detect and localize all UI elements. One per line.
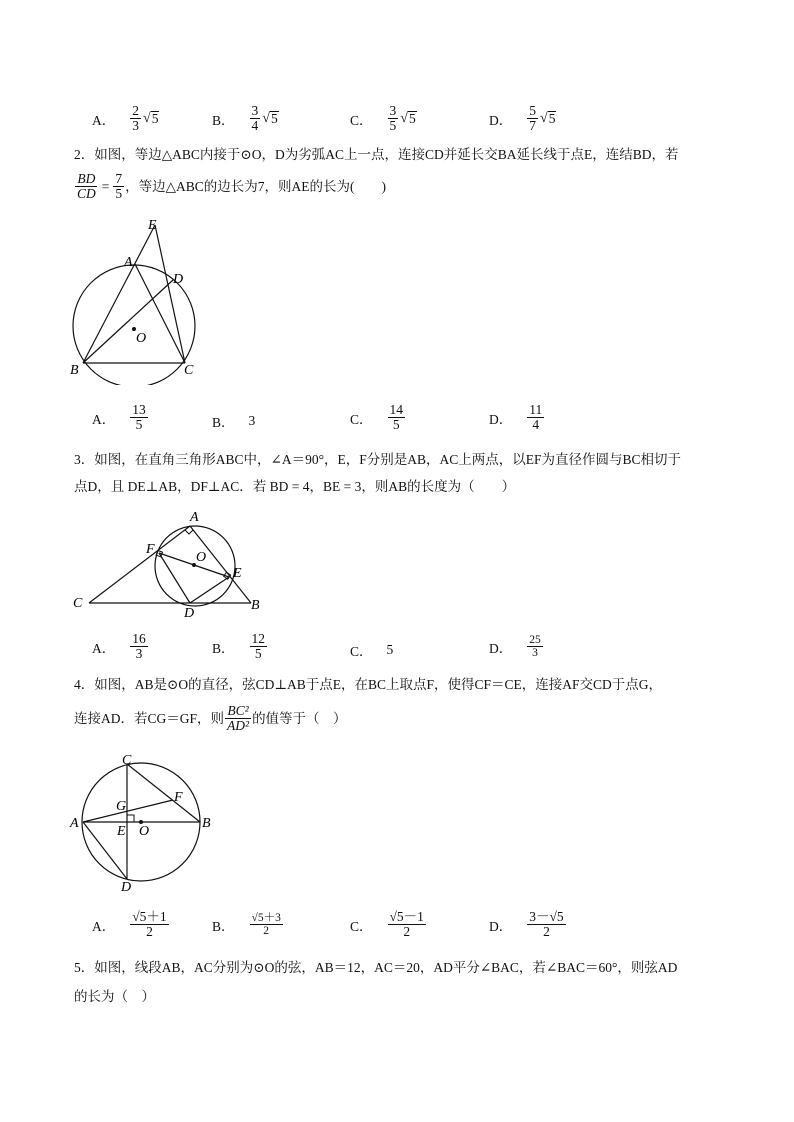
fraction: $\frac{√5-1}{2}$ bbox=[389, 909, 424, 940]
fraction: $\frac{12}{5}$ bbox=[251, 631, 266, 662]
fraction: $\frac{14}{5}$ bbox=[389, 402, 404, 433]
label-o: O bbox=[136, 331, 147, 346]
option-label: B． bbox=[212, 112, 235, 128]
q3-option-c[interactable] bbox=[350, 640, 393, 660]
label-c: C bbox=[122, 753, 132, 768]
q1-option-a[interactable] bbox=[92, 104, 159, 133]
q3-text-line1: 3．如图，在直角三角形ABC中，∠A＝90°，E，F分别是AB，AC上两点，以EF为直径作圆与BC相切于 bbox=[74, 452, 681, 467]
option-label: C． bbox=[350, 411, 373, 427]
label-d: D bbox=[173, 272, 184, 287]
q3-option-d[interactable] bbox=[489, 634, 544, 659]
q2-text-line1: 2．如图，等边△ABC内接于⊙O，D为劣弧AC上一点，连接CD并延长交BA延长线于点E，连结BD，若 bbox=[74, 147, 679, 162]
fraction: $\frac{25}{3}$ bbox=[529, 634, 541, 660]
label-d: D bbox=[121, 880, 132, 895]
label-b: B bbox=[202, 816, 211, 831]
option-label: D． bbox=[489, 411, 513, 427]
option-label: D． bbox=[489, 112, 513, 128]
q5-text-line1: 5．如图，线段AB，AC分别为⊙O的弦，AB＝12，AC＝20，AD平分∠BAC，若∠BAC＝60°，则弦AD bbox=[74, 960, 678, 975]
label-g: G bbox=[116, 799, 127, 814]
fraction: $\frac{13}{5}$ bbox=[132, 402, 146, 433]
ratio-value: $\frac{7}{5}$ bbox=[115, 171, 123, 202]
q2-text-line2: $\frac{BD}{CD}$ = $\frac{7}{5}$ ，等边△ABC的边长为7，则AE的长为( ) bbox=[77, 171, 387, 202]
label-a: A bbox=[124, 255, 133, 270]
sqrt: √ 5 bbox=[540, 110, 556, 126]
q1-option-d[interactable] bbox=[489, 104, 556, 133]
sqrt: √ 5 bbox=[143, 110, 159, 126]
option-value: 3 bbox=[248, 413, 256, 428]
option-label: A． bbox=[92, 918, 116, 934]
option-label: C． bbox=[350, 112, 373, 128]
label-e: E bbox=[117, 824, 126, 839]
q4-figure bbox=[65, 745, 225, 895]
q2-figure bbox=[60, 210, 220, 385]
label-d: D bbox=[184, 606, 195, 620]
ratio-fraction: $\frac{BD}{CD}$ bbox=[77, 171, 96, 202]
option-label: A． bbox=[92, 411, 116, 427]
label-c: C bbox=[184, 363, 194, 378]
option-label: C． bbox=[350, 644, 373, 659]
label-e: E bbox=[148, 218, 157, 233]
sqrt: √ 5 bbox=[400, 110, 416, 126]
q3-option-b[interactable] bbox=[212, 632, 268, 661]
q4-option-d[interactable] bbox=[489, 910, 567, 939]
ratio-fraction: $\frac{\text{BC²}}{\text{AD²}}$ bbox=[227, 703, 250, 734]
option-label: A． bbox=[92, 112, 116, 128]
label-o: O bbox=[196, 550, 207, 565]
label-a: A bbox=[190, 510, 199, 525]
option-label: C． bbox=[350, 918, 373, 934]
q3-option-a[interactable] bbox=[92, 632, 149, 661]
fraction: $\frac{3}{4}$ bbox=[251, 103, 259, 134]
q4-option-b[interactable] bbox=[212, 912, 284, 937]
sqrt: √ 5 bbox=[262, 110, 278, 126]
fraction: $\frac{√5+1}{2}$ bbox=[132, 909, 167, 940]
q1-option-b[interactable] bbox=[212, 104, 279, 133]
label-o: O bbox=[139, 824, 150, 839]
fraction: $\frac{3-√5}{2}$ bbox=[529, 909, 564, 940]
option-label: B． bbox=[212, 415, 235, 430]
option-label: B． bbox=[212, 918, 235, 934]
label-c: C bbox=[73, 596, 83, 611]
fraction: $\frac{16}{3}$ bbox=[132, 631, 146, 662]
q4-text-line1: 4．如图，AB是⊙O的直径，弦CD⊥AB于点E，在BC上取点F，使得CF＝CE，连接AF交CD于点G， bbox=[74, 677, 663, 692]
fraction: $\frac{√5+3}{2}$ bbox=[251, 912, 281, 938]
option-label: D． bbox=[489, 640, 513, 656]
q4-option-c[interactable] bbox=[350, 910, 427, 939]
label-b: B bbox=[70, 363, 79, 378]
fraction: $\frac{3}{5}$ bbox=[389, 103, 397, 134]
q2-option-b[interactable] bbox=[212, 411, 255, 431]
option-label: B． bbox=[212, 640, 235, 656]
q2-option-a[interactable] bbox=[92, 403, 149, 432]
q3-figure bbox=[65, 505, 275, 620]
label-b: B bbox=[251, 598, 260, 613]
fraction: $\frac{11}{4}$ bbox=[529, 402, 543, 433]
fraction: $\frac{2}{3}$ bbox=[132, 103, 139, 134]
label-f: F bbox=[174, 790, 183, 805]
label-f: F bbox=[146, 542, 155, 557]
q5-text-line2: 的长为（ ） bbox=[74, 989, 155, 1004]
option-label: A． bbox=[92, 640, 116, 656]
q2-option-c[interactable] bbox=[350, 403, 406, 432]
q2-option-d[interactable] bbox=[489, 403, 545, 432]
label-e: E bbox=[233, 566, 242, 581]
q4-option-a[interactable] bbox=[92, 910, 170, 939]
option-label: D． bbox=[489, 918, 513, 934]
fraction: $\frac{5}{7}$ bbox=[529, 103, 536, 134]
q3-text-line2: 点D，且 DE⊥AB，DF⊥AC．若 BD = 4，BE = 3，则AB的长度为（ ） bbox=[74, 479, 516, 494]
option-value: 5 bbox=[386, 642, 394, 657]
q1-option-c[interactable] bbox=[350, 104, 417, 133]
label-a: A bbox=[70, 816, 79, 831]
q4-text-line2: 连接AD．若CG＝GF，则 $\frac{\text{BC²}}{\text{AD²}}$ 的值等于（ ） bbox=[74, 703, 347, 734]
